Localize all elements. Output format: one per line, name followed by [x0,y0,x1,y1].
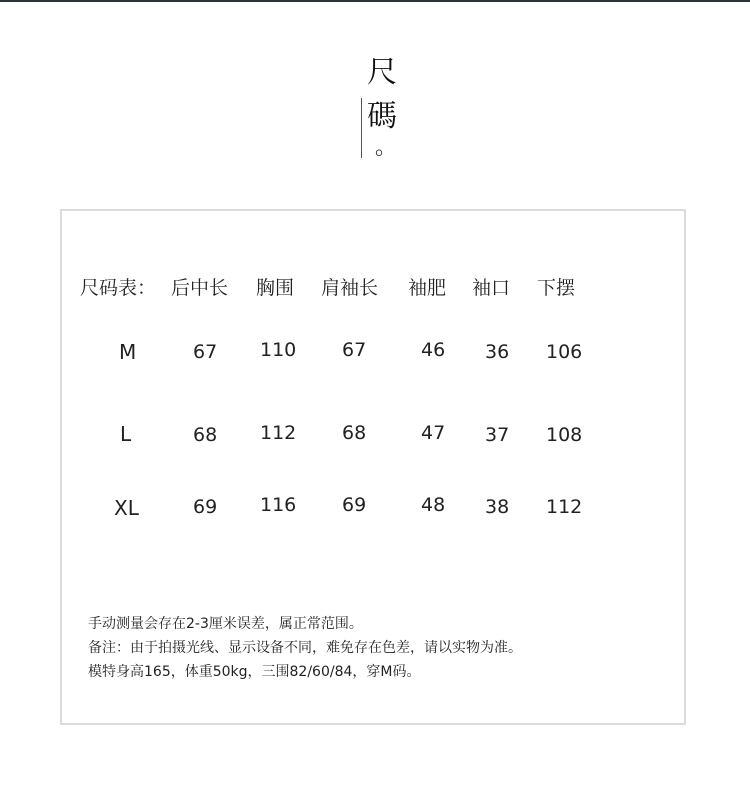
title-char-1: 尺 [367,55,397,90]
note-model-info: 模特身高165，体重50kg，三围82/60/84，穿M码。 [88,664,421,680]
table-header-shoulder-sleeve: 肩袖长 [321,277,379,299]
note-measurement-error: 手动测量会存在2-3厘米误差，属正常范围。 [88,616,363,632]
table-header-hem: 下摆 [537,277,576,299]
table-cell: 112 [260,422,297,444]
title-vertical-line [361,98,362,158]
table-cell: 106 [546,341,583,363]
table-cell: 38 [485,496,510,518]
table-cell: 36 [485,341,510,363]
table-cell: 68 [193,424,218,446]
table-cell: 110 [260,339,297,361]
table-header-label: 尺码表： [80,277,157,299]
table-cell: 37 [485,424,510,446]
top-divider [0,0,750,2]
table-cell: 112 [546,496,583,518]
table-header-back-length: 后中长 [171,277,229,299]
table-cell: 68 [342,422,367,444]
table-cell: 69 [193,496,218,518]
table-header-chest: 胸围 [256,277,295,299]
table-cell: 69 [342,494,367,516]
table-cell: 48 [421,494,446,516]
table-row-size: XL [114,496,139,520]
table-row-size: L [120,422,132,446]
note-color-difference: 备注：由于拍摄光线、显示设备不同，难免存在色差，请以实物为准。 [88,640,522,656]
table-cell: 116 [260,494,297,516]
title-char-3: 。 [375,135,398,160]
table-cell: 108 [546,424,583,446]
table-cell: 46 [421,339,446,361]
page-title [361,56,411,160]
title-char-2: 碼 [367,99,397,134]
notes-block [88,612,522,684]
table-row-size: M [119,340,137,364]
table-header-cuff: 袖口 [472,277,511,299]
table-cell: 67 [342,339,367,361]
table-cell: 47 [421,422,446,444]
table-cell: 67 [193,341,218,363]
table-header-sleeve-width: 袖肥 [408,277,447,299]
